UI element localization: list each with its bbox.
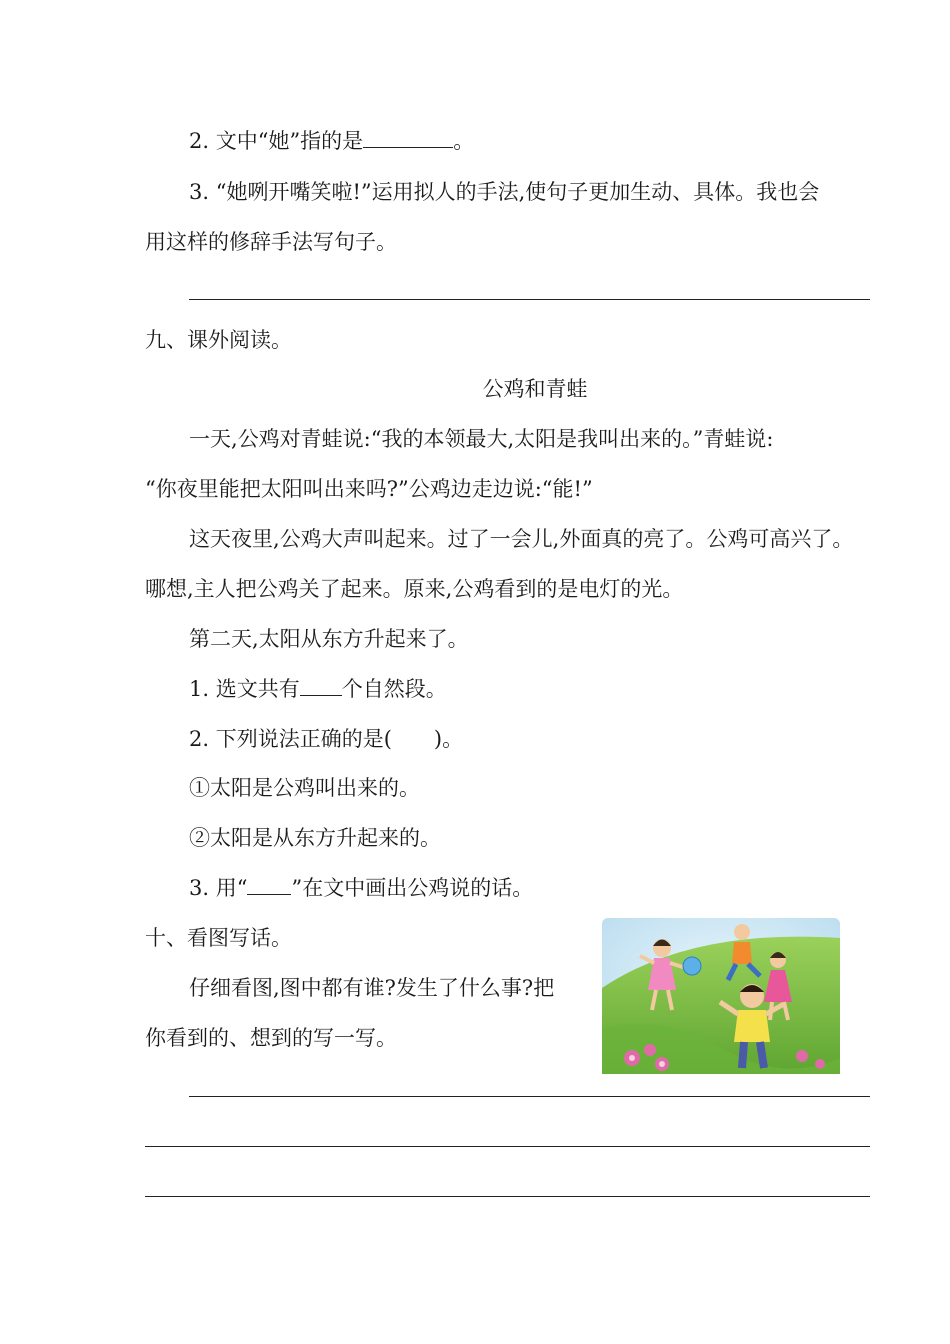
writing-line[interactable] bbox=[189, 1096, 870, 1097]
story-paragraph-2-line1: 这天夜里,公鸡大声叫起来。过了一会儿,外面真的亮了。公鸡可高兴了。 bbox=[189, 527, 854, 551]
q8-item3-line1: 3. “她咧开嘴笑啦!”运用拟人的手法,使句子更加生动、具体。我也会 bbox=[189, 180, 820, 204]
q9-item1: 1. 选文共有 个自然段。 bbox=[189, 677, 447, 701]
story-title: 公鸡和青蛙 bbox=[482, 377, 588, 401]
underline-sample bbox=[247, 874, 291, 895]
writing-line[interactable] bbox=[145, 1146, 870, 1147]
writing-line[interactable] bbox=[145, 1196, 870, 1197]
q9-item2: 2. 下列说法正确的是( )。 bbox=[189, 727, 464, 751]
answer-blank[interactable] bbox=[300, 675, 342, 696]
story-paragraph-3: 第二天,太阳从东方升起来了。 bbox=[189, 627, 469, 651]
q10-prompt-line1: 仔细看图,图中都有谁?发生了什么事?把 bbox=[189, 976, 555, 1000]
story-paragraph-2-line2: 哪想,主人把公鸡关了起来。原来,公鸡看到的是电灯的光。 bbox=[145, 577, 684, 601]
q9-option1: ①太阳是公鸡叫出来的。 bbox=[189, 776, 420, 800]
answer-blank[interactable] bbox=[363, 127, 453, 148]
q8-item2: 2. 文中“她”指的是 。 bbox=[189, 129, 475, 153]
q10-prompt-line2: 你看到的、想到的写一写。 bbox=[145, 1026, 397, 1050]
q9-option2: ②太阳是从东方升起来的。 bbox=[189, 826, 441, 850]
q8-item3-line2: 用这样的修辞手法写句子。 bbox=[145, 230, 397, 254]
story-paragraph-1-line2: “你夜里能把太阳叫出来吗?”公鸡边走边说:“能!” bbox=[145, 477, 593, 501]
q9-item3: 3. 用“ ”在文中画出公鸡说的话。 bbox=[189, 876, 534, 900]
children-playing-illustration bbox=[602, 918, 840, 1074]
story-paragraph-1-line1: 一天,公鸡对青蛙说:“我的本领最大,太阳是我叫出来的。”青蛙说: bbox=[189, 427, 774, 451]
section-heading-10: 十、看图写话。 bbox=[145, 926, 292, 950]
writing-line[interactable] bbox=[189, 299, 870, 300]
section-heading-9: 九、课外阅读。 bbox=[145, 328, 292, 352]
